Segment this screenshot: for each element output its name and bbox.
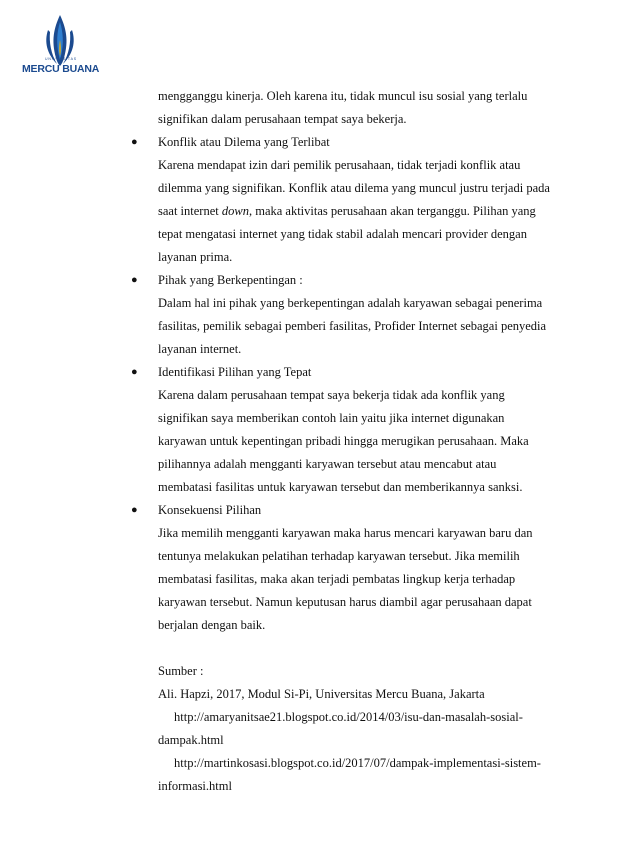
- paragraph-line: berjalan dengan baik.: [158, 618, 266, 632]
- logo-name: MERCU BUANA: [22, 63, 100, 75]
- paragraph-line: Dalam hal ini pihak yang berkepentingan adalah karyawan sebagai penerima: [158, 296, 543, 310]
- bullet-icon: ●: [131, 136, 138, 148]
- section-heading-pihak: ● Pihak yang Berkepentingan :: [158, 269, 550, 292]
- paragraph-line: dilemma yang signifikan. Konflik atau dilema yang muncul justru terjadi pada: [158, 181, 550, 195]
- paragraph-line: layanan internet.: [158, 342, 242, 356]
- bullet-icon: ●: [131, 504, 138, 516]
- reference-url-link[interactable]: http://amaryanitsae21.blogspot.co.id/2014/03/isu-dan-masalah-sosial-: [174, 710, 523, 724]
- paragraph-line: tentunya melakukan pelatihan terhadap karyawan tersebut. Jika memilih: [158, 549, 520, 563]
- paragraph-line: membatasi fasilitas untuk karyawan tersebut dan memberikannya sanksi.: [158, 480, 523, 494]
- section-heading-identifikasi: ● Identifikasi Pilihan yang Tepat: [158, 361, 550, 384]
- intro-line-1: mengganggu kinerja. Oleh karena itu, tidak muncul isu sosial yang terlalu: [158, 89, 528, 103]
- reference-url-link[interactable]: dampak.html: [158, 733, 224, 747]
- paragraph-line: Jika memilih mengganti karyawan maka harus mencari karyawan baru dan: [158, 526, 533, 540]
- paragraph-line: fasilitas, pemilik sebagai pemberi fasilitas, Profider Internet sebagai penyedia: [158, 319, 547, 333]
- intro-line-2: signifikan dalam perusahaan tempat saya bekerja.: [158, 112, 407, 126]
- paragraph-line: membatasi fasilitas, maka akan terjadi pembatas lingkup kerja terhadap: [158, 572, 516, 586]
- reference-url-link[interactable]: informasi.html: [158, 779, 232, 793]
- paragraph-line: karyawan untuk kepentingan pribadi hingga merugikan perusahaan. Maka: [158, 434, 529, 448]
- paragraph-line: pilihannya adalah mengganti karyawan tersebut atau mencabut atau: [158, 457, 497, 471]
- paragraph-line: Karena dalam perusahaan tempat saya bekerja tidak ada konflik yang: [158, 388, 505, 402]
- spacer: [158, 637, 550, 660]
- paragraph-line: signifikan saya memberikan contoh lain yaitu jika internet digunakan: [158, 411, 505, 425]
- paragraph-line: Karena mendapat izin dari pemilik perusahaan, tidak terjadi konflik atau: [158, 158, 521, 172]
- reference-url-link[interactable]: http://martinkosasi.blogspot.co.id/2017/07/dampak-implementasi-sistem-: [174, 756, 541, 770]
- section-heading-konsekuensi: ● Konsekuensi Pilihan: [158, 499, 550, 522]
- logo-top-text: UNIVERSITAS: [45, 57, 77, 61]
- bullet-icon: ●: [131, 274, 138, 286]
- section-heading-konflik: ● Konflik atau Dilema yang Terlibat: [158, 131, 550, 154]
- reference-entry: Ali. Hapzi, 2017, Modul Si-Pi, Universitas Mercu Buana, Jakarta: [158, 687, 485, 701]
- paragraph-line: layanan prima.: [158, 250, 233, 264]
- paragraph-line: karyawan tersebut. Namun keputusan harus diambil agar perusahaan dapat: [158, 595, 532, 609]
- paragraph-line: saat internet down, maka aktivitas perusahaan akan terganggu. Pilihan yang: [158, 204, 536, 218]
- paragraph-line: tepat mengatasi internet yang tidak stabil adalah mencari provider dengan: [158, 227, 527, 241]
- bullet-icon: ●: [131, 366, 138, 378]
- document-body: [131, 85, 550, 798]
- sources-label: Sumber :: [158, 664, 204, 678]
